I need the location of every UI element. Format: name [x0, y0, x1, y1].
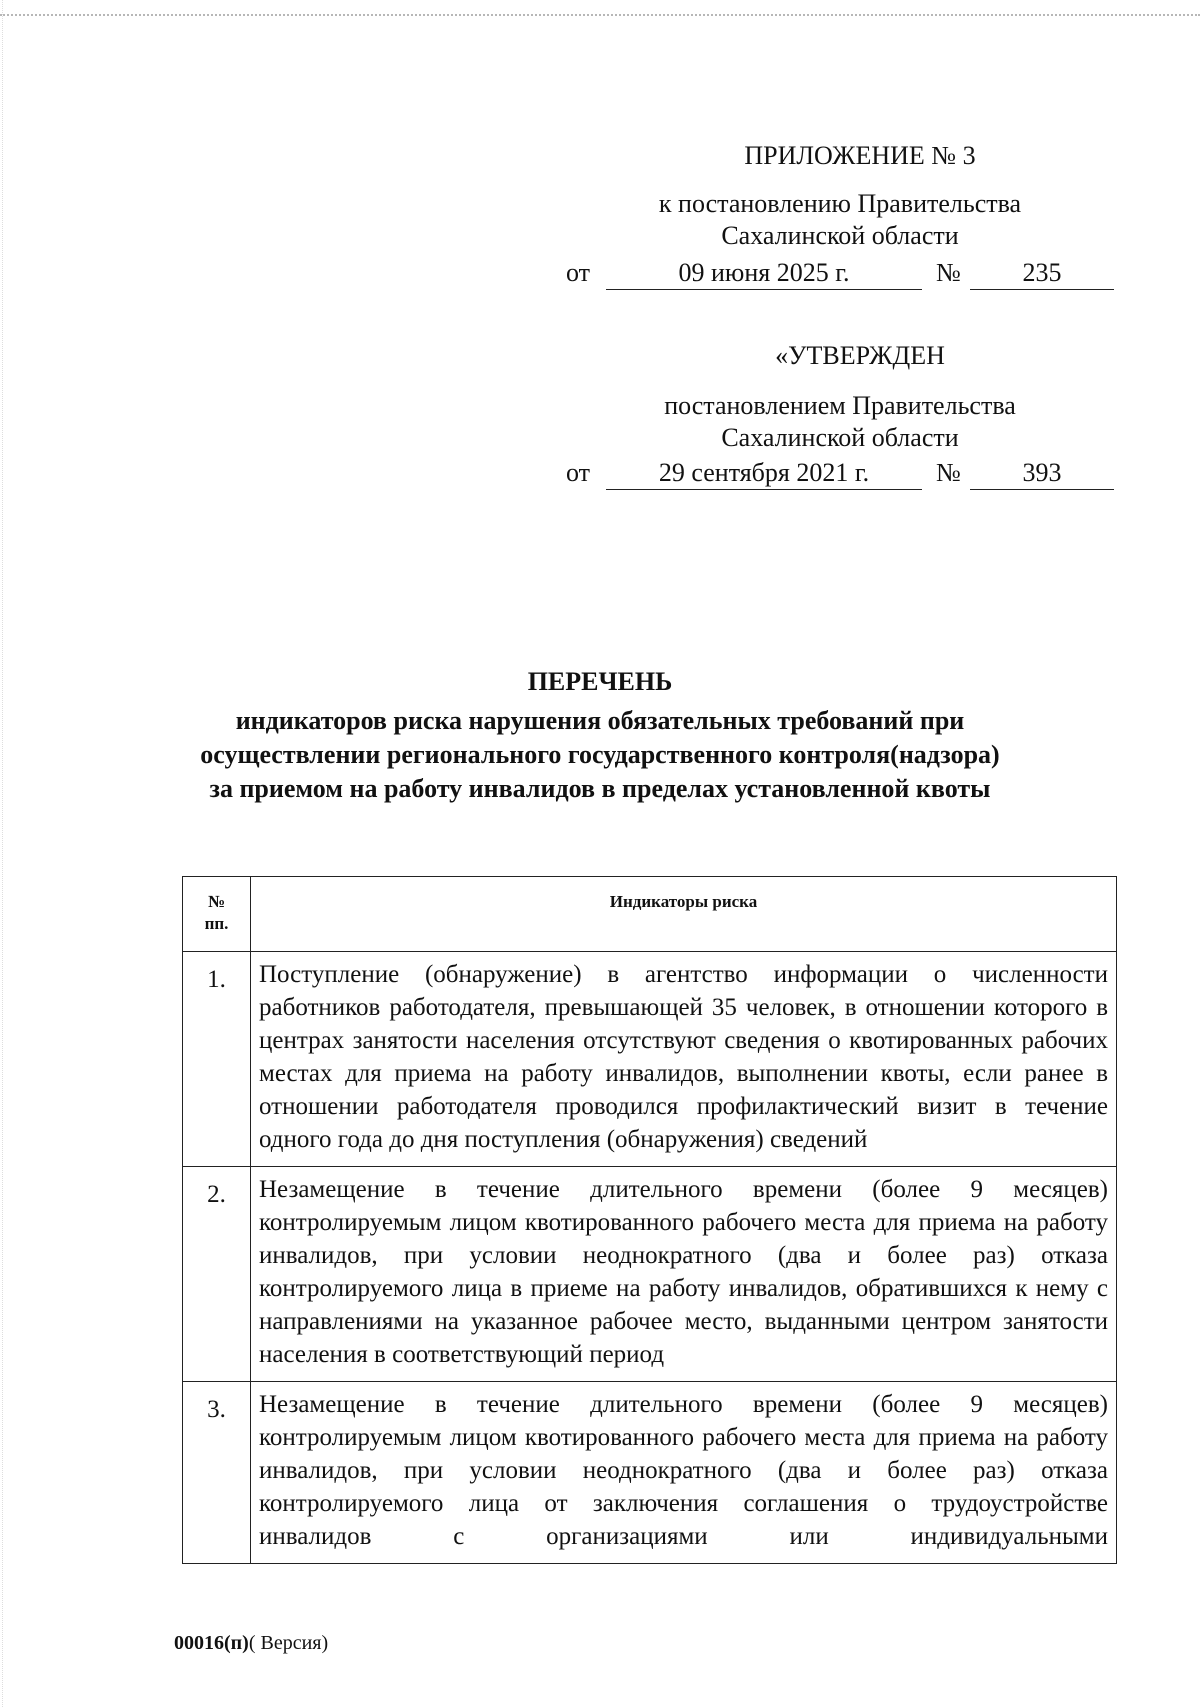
column-header-number-line2: пп. — [204, 914, 229, 933]
row-indicator-text: Поступление (обнаружение) в агентство информации о численности работников работодателя, превышающей 35 человек, в отношении которого в центрах занятости населения отсутствуют сведения о квотированных рабочих местах для приема на работу инвалидов, выполнении квоты, если ранее в отношении работодателя проводился профилактический визит в течение одного года до дня поступления (обнаружения) сведений — [251, 952, 1117, 1167]
document-footer — [174, 1632, 328, 1655]
appendix-date-row — [566, 254, 1114, 288]
document-code: 00016(п) — [174, 1632, 249, 1654]
document-subtitle-line1: индикаторов риска нарушения обязательных требований при — [235, 706, 965, 735]
approved-from-label: от — [566, 458, 591, 487]
approved-line2: Сахалинской области — [721, 423, 959, 452]
document-version: ( Версия) — [248, 1632, 329, 1654]
row-indicator-text: Незамещение в течение длительного времени (более 9 месяцев) контролируемым лицом квотированного рабочего места для приема на работу инвалидов, при условии неоднократного (два и более раз) отказа контролируемого лица в приеме на работу инвалидов, обратившихся к нему с направлениями на указанное рабочее место, выданными центром занятости населения в соответствующий период — [251, 1167, 1117, 1382]
appendix-date: 09 июня 2025 г. — [606, 258, 922, 290]
appendix-number: 235 — [970, 258, 1114, 290]
approved-date: 29 сентября 2021 г. — [606, 458, 922, 490]
table-header-row — [183, 877, 1117, 952]
scan-artifact-top — [0, 14, 1200, 22]
approved-number-sign: № — [936, 458, 961, 487]
appendix-from-label: от — [566, 258, 591, 287]
document-subtitle-line3: за приемом на работу инвалидов в пределах установленной квоты — [209, 774, 991, 803]
appendix-line2: Сахалинской области — [721, 221, 959, 250]
row-number: 2. — [183, 1167, 251, 1382]
table-row — [183, 952, 1117, 1167]
approved-date-row — [566, 454, 1114, 488]
approved-number: 393 — [970, 458, 1114, 490]
risk-indicators-table — [182, 876, 1117, 1564]
appendix-number-sign: № — [936, 258, 961, 287]
table-row — [183, 1167, 1117, 1382]
approved-block — [560, 340, 1120, 454]
column-header-number — [183, 877, 251, 952]
appendix-line1: к постановлению Правительства — [658, 189, 1022, 218]
approved-heading: «УТВЕРЖДЕН — [775, 341, 945, 370]
appendix-heading: ПРИЛОЖЕНИЕ № 3 — [744, 141, 976, 170]
table-row — [183, 1382, 1117, 1564]
column-header-number-line1: № — [207, 892, 226, 911]
row-number: 3. — [183, 1382, 251, 1564]
scan-artifact-left — [2, 0, 5, 1707]
appendix-block — [560, 140, 1120, 252]
approved-line1: постановлением Правительства — [664, 391, 1016, 420]
document-title-block — [160, 664, 1040, 806]
document-subtitle-line2: осуществлении регионального государственного контроля(надзора) — [200, 740, 1000, 769]
row-number: 1. — [183, 952, 251, 1167]
column-header-indicators: Индикаторы риска — [251, 877, 1117, 952]
row-indicator-text: Незамещение в течение длительного времени (более 9 месяцев) контролируемым лицом квотированного рабочего места для приема на работу инвалидов, при условии неоднократного (два и более раз) отказа контролируемого лица от заключения соглашения о трудоустройстве инвалидов с организациями или индивидуальными — [251, 1382, 1117, 1564]
document-title: ПЕРЕЧЕНЬ — [527, 667, 673, 696]
